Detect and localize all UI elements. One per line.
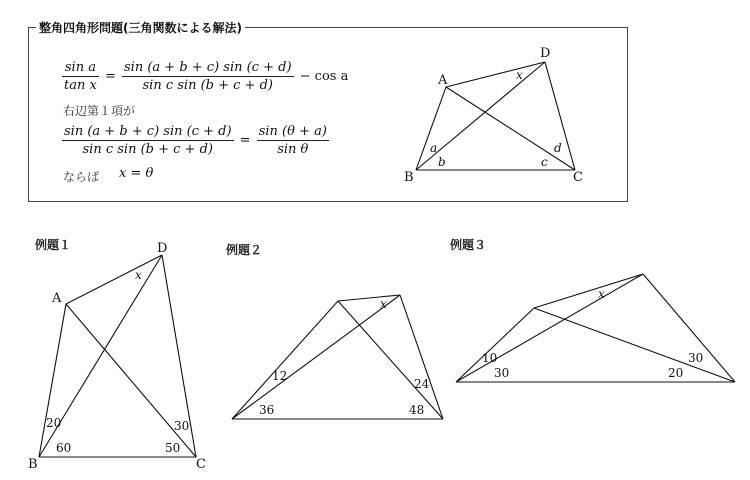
ex1-vertex-b: B [28, 457, 38, 472]
general-vertex-c: C [573, 170, 583, 185]
ex3-angle-10: 10 [482, 351, 498, 365]
example-3-label: 例題３ [450, 238, 487, 252]
formula1-lhs-den: tan x [64, 78, 97, 93]
ex3-angle-30-left: 30 [494, 366, 510, 380]
ex2-angle-24: 24 [414, 377, 430, 391]
general-angle-c: c [541, 155, 548, 169]
general-angle-a: a [430, 141, 438, 155]
ex1-vertex-a: A [52, 291, 62, 306]
conclusion-text: ならば [63, 170, 100, 184]
formula1-rhs-den: sin c sin (b + c + d) [142, 78, 273, 93]
ex2-side-left [232, 301, 338, 419]
ex2-angle-36: 36 [259, 403, 275, 417]
general-vertex-d: D [540, 46, 551, 61]
formula2-rhs-den: sin θ [277, 142, 309, 157]
ex3-side-top [534, 274, 643, 308]
ex2-diagonal-2 [232, 295, 400, 419]
ex2-side-right [400, 295, 443, 419]
ex1-angle-60: 60 [56, 441, 72, 455]
general-vertex-a: A [438, 73, 448, 88]
formula1-lhs-num: sin a [62, 60, 99, 77]
ex1-angle-20: 20 [46, 416, 62, 430]
ex3-angle-30-right: 30 [688, 351, 704, 365]
ex1-vertex-c: C [196, 457, 206, 472]
ex3-side-right [643, 274, 735, 382]
example-2-quadrilateral [232, 295, 443, 419]
conclusion-eq: x = θ [119, 166, 154, 181]
ex3-diagonal-2 [456, 274, 643, 382]
ex1-angle-x: x [135, 268, 142, 282]
general-angle-b: b [438, 155, 446, 169]
ex1-angle-50: 50 [165, 441, 181, 455]
example-1-quadrilateral [39, 255, 196, 457]
example-1-label: 例題１ [35, 238, 72, 252]
ex2-side-top [338, 295, 400, 301]
ex2-angle-12: 12 [272, 369, 288, 383]
example-2-label: 例題２ [226, 243, 263, 257]
formula1-eq: = [104, 69, 116, 84]
formula2-eq: = [239, 133, 251, 148]
general-angle-x: x [516, 68, 523, 82]
box-title: 整角四角形問題(三角関数による解法) [36, 19, 245, 36]
ex3-angle-x: x [598, 287, 605, 301]
general-vertex-b: B [404, 170, 414, 185]
general-angle-d: d [554, 141, 562, 155]
formula2-lhs-den: sin c sin (b + c + d) [82, 142, 213, 157]
ex1-vertex-d: D [157, 241, 168, 256]
ex2-angle-x: x [380, 297, 387, 311]
formula1-tail: − cos a [299, 69, 349, 84]
right-side-text: 右辺第１項が [63, 104, 136, 118]
formula1-rhs-num: sin (a + b + c) sin (c + d) [124, 60, 292, 75]
ex1-angle-30: 30 [174, 419, 190, 433]
formula2-rhs-num: sin (θ + a) [258, 124, 327, 139]
ex2-diagonal-1 [338, 301, 443, 419]
ex3-angle-20: 20 [668, 366, 684, 380]
formula2-lhs-num: sin (a + b + c) sin (c + d) [64, 124, 232, 139]
ex2-angle-48: 48 [409, 403, 425, 417]
